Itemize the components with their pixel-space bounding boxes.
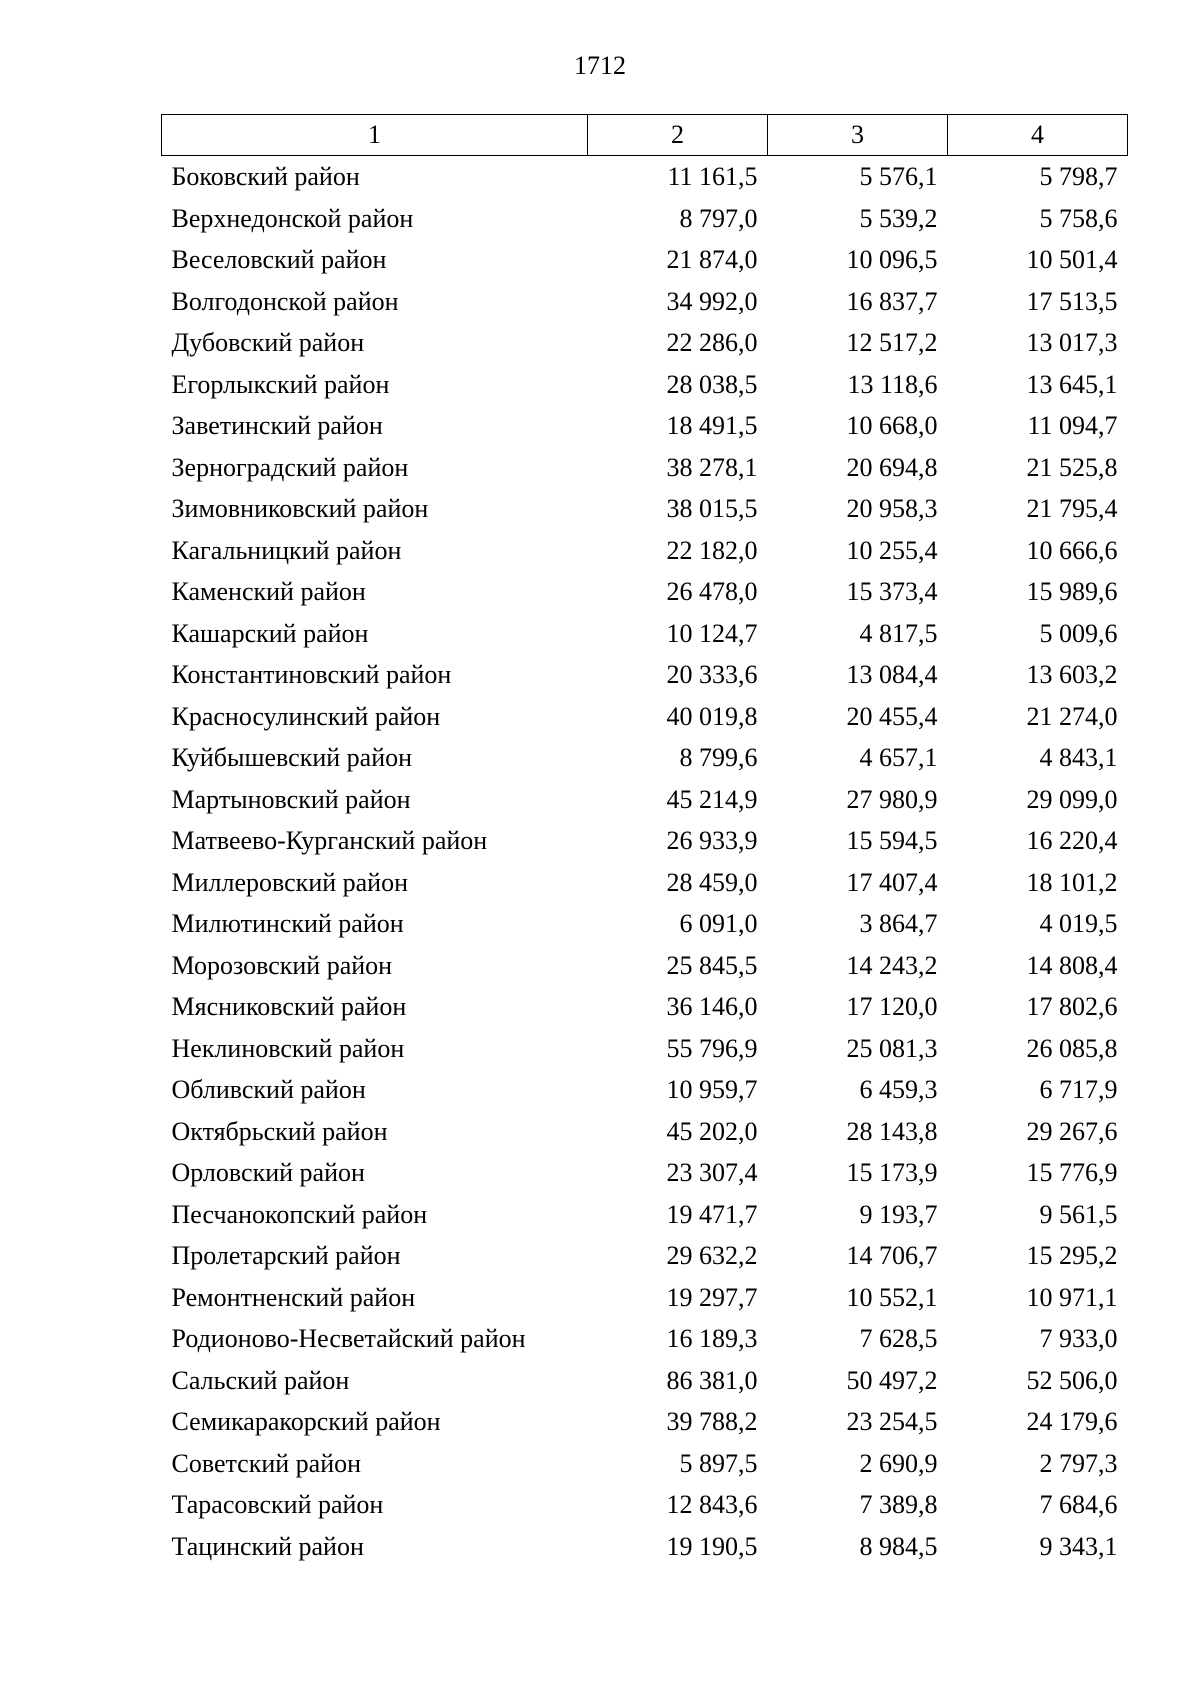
value-col-3: 50 497,2 (846, 1365, 938, 1395)
district-name: Красносулинский район (171, 701, 441, 731)
value-col-3: 5 576,1 (859, 162, 938, 191)
value-col-4: 14 808,4 (1026, 950, 1118, 980)
district-name: Мясниковский район (171, 992, 407, 1021)
district-name: Тацинский район (171, 1531, 364, 1561)
column-header-3: 3 (768, 115, 948, 156)
value-col-3: 7 628,5 (859, 1324, 938, 1353)
value-col-2: 26 933,9 (666, 826, 758, 855)
value-col-4: 15 295,2 (1026, 1241, 1118, 1270)
value-col-4: 21 274,0 (1026, 701, 1118, 731)
district-name: Кашарский район (171, 618, 369, 648)
district-name: Сальский район (171, 1365, 350, 1395)
value-col-4: 16 220,4 (1026, 826, 1118, 855)
value-col-3: 20 694,8 (846, 452, 938, 482)
district-name: Обливский район (171, 1075, 366, 1104)
table-row (162, 281, 1128, 323)
district-name: Верхнедонской район (171, 203, 414, 233)
value-col-3: 9 193,7 (859, 1199, 938, 1229)
district-name: Советский район (171, 1448, 362, 1478)
table-row (162, 1235, 1128, 1277)
table-row (162, 986, 1128, 1028)
value-col-2: 22 182,0 (666, 535, 758, 565)
value-col-2: 38 015,5 (666, 494, 758, 523)
value-col-3: 12 517,2 (846, 328, 938, 357)
table-row (162, 945, 1128, 987)
value-col-2: 16 189,3 (666, 1324, 758, 1353)
value-col-2: 26 478,0 (666, 577, 758, 606)
value-col-2: 25 845,5 (666, 950, 758, 980)
value-col-4: 5 009,6 (1039, 618, 1118, 648)
district-name: Миллеровский район (171, 867, 409, 897)
value-col-2: 8 799,6 (679, 743, 758, 772)
value-col-2: 45 214,9 (666, 784, 758, 814)
value-col-2: 55 796,9 (666, 1033, 758, 1063)
table-row (162, 1318, 1128, 1360)
value-col-3: 20 455,4 (846, 701, 938, 731)
value-col-2: 19 471,7 (666, 1199, 758, 1229)
value-col-4: 24 179,6 (1026, 1407, 1118, 1436)
value-col-4: 13 603,2 (1026, 660, 1118, 689)
value-col-3: 2 690,9 (859, 1448, 938, 1478)
district-name: Куйбышевский район (171, 743, 413, 772)
table-row (162, 696, 1128, 738)
table-row (162, 488, 1128, 530)
district-name: Боковский район (171, 162, 360, 191)
page-number: 1712 (574, 51, 626, 80)
table-row (162, 1152, 1128, 1194)
district-name: Заветинский район (171, 411, 383, 440)
value-col-2: 19 297,7 (666, 1282, 758, 1312)
value-col-4: 7 933,0 (1039, 1324, 1118, 1353)
value-col-3: 3 864,7 (859, 909, 938, 938)
value-col-4: 9 343,1 (1039, 1531, 1118, 1561)
value-col-4: 13 645,1 (1026, 369, 1118, 399)
value-col-4: 6 717,9 (1039, 1075, 1118, 1104)
value-col-2: 21 874,0 (666, 245, 758, 274)
value-col-3: 25 081,3 (846, 1033, 938, 1063)
district-name: Родионово-Несветайский район (171, 1324, 526, 1353)
table-row (162, 1360, 1128, 1402)
value-col-3: 10 668,0 (846, 411, 938, 440)
table-row (162, 447, 1128, 489)
value-col-3: 27 980,9 (846, 784, 938, 814)
table-header (162, 115, 1128, 156)
value-col-3: 17 120,0 (846, 992, 938, 1021)
table-row (162, 1526, 1128, 1568)
district-name: Октябрьский район (171, 1116, 388, 1146)
value-col-4: 10 971,1 (1026, 1282, 1118, 1312)
table-row (162, 1484, 1128, 1526)
district-name: Неклиновский район (171, 1033, 405, 1063)
value-col-2: 10 959,7 (666, 1075, 758, 1104)
value-col-2: 10 124,7 (666, 618, 758, 648)
table-body (162, 156, 1128, 1568)
value-col-3: 23 254,5 (846, 1407, 938, 1436)
value-col-3: 6 459,3 (859, 1075, 938, 1104)
header-row (162, 115, 1128, 156)
value-col-4: 21 525,8 (1026, 452, 1118, 482)
value-col-4: 9 561,5 (1039, 1199, 1118, 1229)
table-row (162, 1277, 1128, 1319)
district-name: Морозовский район (171, 950, 393, 980)
table-row (162, 654, 1128, 696)
district-name: Песчанокопский район (171, 1199, 428, 1229)
table-row (162, 820, 1128, 862)
value-col-2: 12 843,6 (666, 1490, 758, 1519)
value-col-3: 16 837,7 (846, 286, 938, 316)
value-col-4: 10 666,6 (1026, 535, 1118, 565)
value-col-3: 20 958,3 (846, 494, 938, 523)
table-row (162, 737, 1128, 779)
value-col-3: 15 173,9 (846, 1158, 938, 1187)
value-col-4: 17 802,6 (1026, 992, 1118, 1021)
value-col-4: 15 776,9 (1026, 1158, 1118, 1187)
district-name: Мартыновский район (171, 784, 411, 814)
value-col-3: 4 657,1 (859, 743, 938, 772)
district-name: Волгодонской район (171, 286, 399, 316)
value-col-4: 29 099,0 (1026, 784, 1118, 814)
value-col-2: 11 161,5 (667, 162, 758, 191)
column-header-4: 4 (948, 115, 1128, 156)
table-row (162, 364, 1128, 406)
table-row (162, 530, 1128, 572)
value-col-3: 15 594,5 (846, 826, 938, 855)
value-col-2: 29 632,2 (666, 1241, 758, 1270)
value-col-3: 8 984,5 (859, 1531, 938, 1561)
value-col-4: 15 989,6 (1026, 577, 1118, 606)
value-col-4: 29 267,6 (1026, 1116, 1118, 1146)
value-col-3: 4 817,5 (859, 618, 938, 648)
district-name: Матвеево-Курганский район (171, 826, 488, 855)
column-header-2: 2 (588, 115, 768, 156)
value-col-3: 14 243,2 (846, 950, 938, 980)
value-col-4: 10 501,4 (1026, 245, 1118, 274)
value-col-2: 86 381,0 (666, 1365, 758, 1395)
district-name: Константиновский район (171, 660, 452, 689)
district-name: Веселовский район (171, 245, 387, 274)
value-col-2: 19 190,5 (666, 1531, 758, 1561)
value-col-4: 7 684,6 (1039, 1490, 1118, 1519)
table-row (162, 862, 1128, 904)
value-col-2: 38 278,1 (666, 452, 758, 482)
value-col-3: 5 539,2 (859, 203, 938, 233)
value-col-2: 28 459,0 (666, 867, 758, 897)
value-col-4: 18 101,2 (1026, 867, 1118, 897)
value-col-2: 6 091,0 (679, 909, 758, 938)
table-row (162, 571, 1128, 613)
table-row (162, 405, 1128, 447)
table-row (162, 1069, 1128, 1111)
table-row (162, 779, 1128, 821)
table-row (162, 1401, 1128, 1443)
value-col-2: 40 019,8 (666, 701, 758, 731)
table-row (162, 1194, 1128, 1236)
value-col-4: 5 798,7 (1039, 162, 1118, 191)
district-name: Орловский район (171, 1158, 365, 1187)
value-col-4: 17 513,5 (1026, 286, 1118, 316)
value-col-3: 10 552,1 (846, 1282, 938, 1312)
value-col-3: 10 255,4 (846, 535, 938, 565)
district-name: Каменский район (171, 577, 366, 606)
table-row (162, 1028, 1128, 1070)
district-name: Ремонтненский район (171, 1282, 416, 1312)
district-name: Зимовниковский район (171, 494, 429, 523)
column-header-1: 1 (162, 115, 588, 156)
district-name: Зерноградский район (171, 452, 409, 482)
value-col-2: 18 491,5 (666, 411, 758, 440)
value-col-2: 20 333,6 (666, 660, 758, 689)
value-col-2: 28 038,5 (666, 369, 758, 399)
value-col-3: 13 084,4 (846, 660, 938, 689)
value-col-3: 13 118,6 (847, 369, 938, 399)
district-name: Дубовский район (171, 328, 365, 357)
district-name: Семикаракорский район (171, 1407, 441, 1436)
value-col-2: 8 797,0 (679, 203, 758, 233)
value-col-4: 52 506,0 (1026, 1365, 1118, 1395)
table-row (162, 903, 1128, 945)
value-col-2: 36 146,0 (666, 992, 758, 1021)
value-col-3: 14 706,7 (846, 1241, 938, 1270)
district-name: Кагальницкий район (171, 535, 402, 565)
value-col-2: 5 897,5 (679, 1448, 758, 1478)
value-col-3: 15 373,4 (846, 577, 938, 606)
table-row (162, 322, 1128, 364)
value-col-2: 45 202,0 (666, 1116, 758, 1146)
district-name: Милютинский район (171, 909, 404, 938)
value-col-4: 21 795,4 (1026, 494, 1118, 523)
district-name: Пролетарский район (171, 1241, 401, 1270)
value-col-3: 7 389,8 (859, 1490, 938, 1519)
table-row (162, 239, 1128, 281)
value-col-4: 13 017,3 (1026, 328, 1118, 357)
data-table (161, 114, 1128, 1567)
table-row (162, 1111, 1128, 1153)
value-col-3: 10 096,5 (846, 245, 938, 274)
value-col-3: 17 407,4 (846, 867, 938, 897)
value-col-4: 26 085,8 (1026, 1033, 1118, 1063)
value-col-4: 4 843,1 (1039, 743, 1118, 772)
value-col-4: 4 019,5 (1039, 909, 1118, 938)
value-col-4: 2 797,3 (1039, 1448, 1118, 1478)
table-row (162, 613, 1128, 655)
value-col-4: 5 758,6 (1039, 203, 1118, 233)
value-col-2: 34 992,0 (666, 286, 758, 316)
district-name: Тарасовский район (171, 1490, 384, 1519)
table-row (162, 198, 1128, 240)
table-row (162, 1443, 1128, 1485)
value-col-3: 28 143,8 (846, 1116, 938, 1146)
table-row (162, 156, 1128, 198)
value-col-4: 11 094,7 (1027, 411, 1118, 440)
district-name: Егорлыкский район (171, 369, 390, 399)
value-col-2: 23 307,4 (666, 1158, 758, 1187)
value-col-2: 22 286,0 (666, 328, 758, 357)
value-col-2: 39 788,2 (666, 1407, 758, 1436)
